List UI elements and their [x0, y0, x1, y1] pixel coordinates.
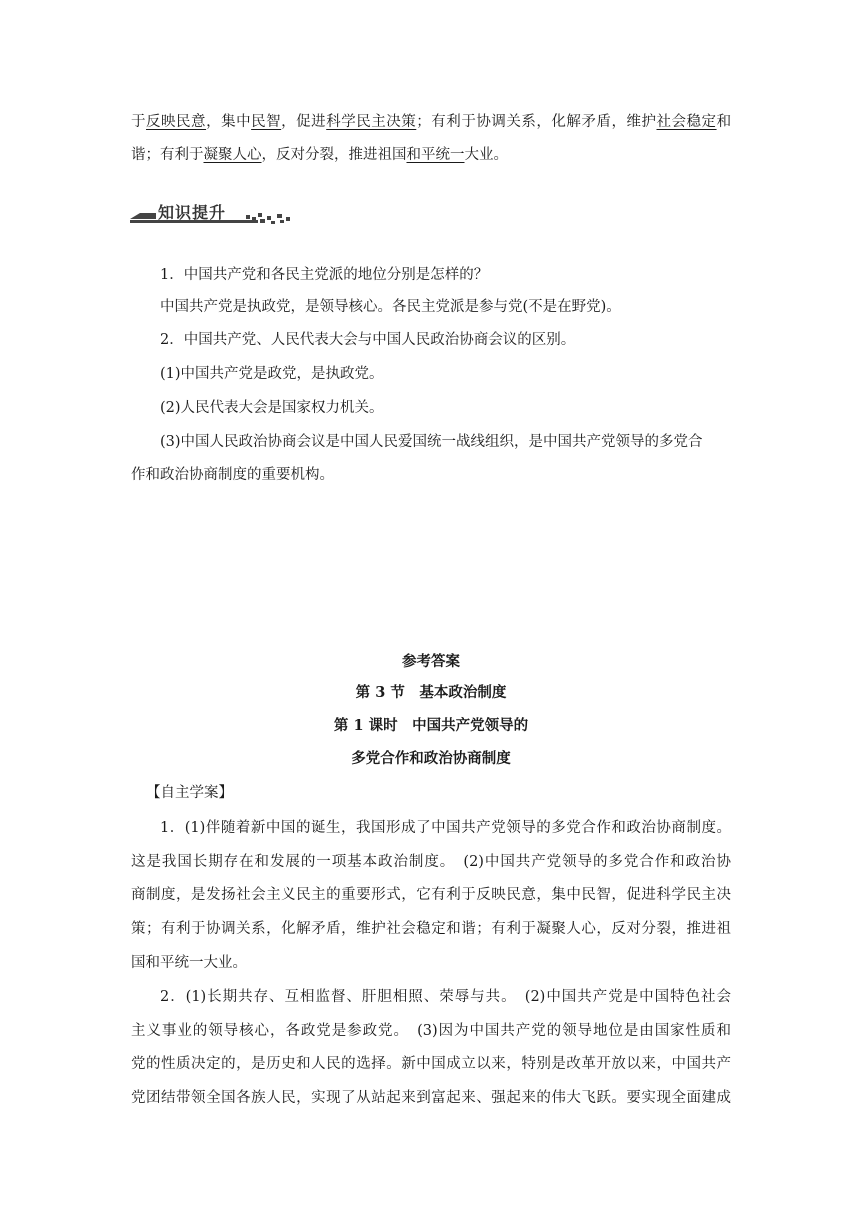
section-banner-label: 知识提升: [158, 203, 227, 222]
answer-line: 1．(1)伴随着新中国的诞生，我国形成了中国共产党领导的多党合作和政治协商制度。: [160, 820, 731, 836]
answer-line: 党的性质决定的，是历史和人民的选择。新中国成立以来，特别是改革开放以来，中国共产: [131, 1056, 731, 1072]
text: ，促进: [281, 114, 327, 130]
answer-line: 这是我国长期存在和发展的一项基本政治制度。 (2)中国共产党领导的多党合作和政治协: [131, 854, 731, 870]
knowledge-answer-2-3: (3)中国人民政治协商会议是中国人民爱国统一战线组织，是中国共产党领导的多党合: [160, 434, 703, 450]
text: 大业。: [464, 147, 508, 163]
text: ，集中: [206, 114, 252, 130]
answers-lesson-title-2: 多党合作和政治协商制度: [351, 750, 511, 767]
knowledge-answer-2-2: (2)人民代表大会是国家权力机关。: [160, 400, 384, 416]
answer-line: 国和平统一大业。: [131, 955, 247, 971]
text: 谐；有利于: [131, 147, 204, 163]
answers-lesson-title-1: 第 1 课时 中国共产党领导的: [333, 717, 529, 734]
answer-line: 党团结带领全国各族人民，实现了从站起来到富起来、强起来的伟大飞跃。要实现全面建成: [131, 1090, 731, 1106]
underlined-term: 和平统一: [406, 147, 465, 163]
answers-title: 参考答案: [402, 653, 460, 670]
paragraph-line: [131, 112, 731, 132]
answer-line: 2．(1)长期共存、互相监督、肝胆相照、荣辱与共。 (2)中国共产党是中国特色社会: [160, 989, 731, 1005]
text: 和: [716, 114, 732, 130]
section-banner: [130, 202, 292, 226]
answers-section-title: 第 3 节 基本政治制度: [355, 684, 507, 701]
answer-line: 主义事业的领导核心，各政党是参政党。 (3)因为中国共产党的领导地位是由国家性质和: [131, 1023, 731, 1039]
text: ，反对分裂，推进祖国: [261, 147, 407, 163]
knowledge-answer-2-1: (1)中国共产党是政党，是执政党。: [160, 366, 384, 382]
underlined-term: 凝聚人心: [203, 147, 262, 163]
underlined-term: 科学民主决策: [326, 114, 417, 130]
answer-line: 策；有利于协调关系，化解矛盾，维护社会稳定和谐；有利于凝聚人心，反对分裂，推进祖: [131, 921, 731, 937]
answers-subheading: 【自主学案】: [146, 785, 233, 801]
underlined-term: 反映民意: [146, 114, 207, 130]
knowledge-question-2: 2．中国共产党、人民代表大会与中国人民政治协商会议的区别。: [160, 332, 576, 348]
underlined-term: 民智: [251, 114, 282, 130]
knowledge-question-1: 1．中国共产党和各民主党派的地位分别是怎样的？: [160, 267, 489, 283]
text: 于: [131, 114, 147, 130]
underlined-term: 社会稳定: [656, 114, 717, 130]
knowledge-answer-1: 中国共产党是执政党，是领导核心。各民主党派是参与党(不是在野党)。: [160, 299, 621, 315]
answer-line: 商制度，是发扬社会主义民主的重要形式，它有利于反映民意，集中民智，促进科学民主决: [131, 887, 731, 903]
paragraph-line: [131, 145, 731, 165]
knowledge-answer-2-3-cont: 作和政治协商制度的重要机构。: [131, 467, 334, 483]
text: ；有利于协调关系，化解矛盾，维护: [416, 114, 657, 130]
